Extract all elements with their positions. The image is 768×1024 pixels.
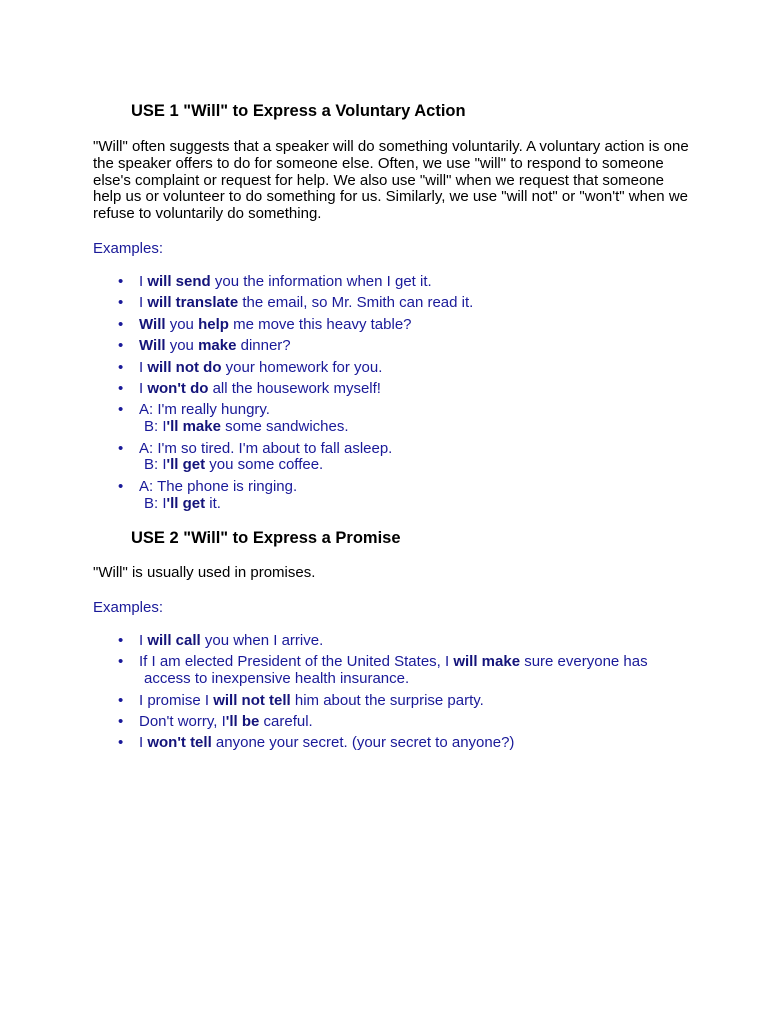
plain-text: A: I'm really hungry. xyxy=(139,401,270,419)
list-item-line xyxy=(139,693,700,710)
list-item-line xyxy=(139,402,700,419)
emphasized-text: 'll get xyxy=(166,456,206,474)
plain-text: I promise I xyxy=(139,691,214,709)
list-item xyxy=(0,693,700,710)
examples-label-use-2: Examples: xyxy=(93,599,164,616)
plain-text: you when I arrive. xyxy=(200,632,324,649)
plain-text: A: The phone is ringing. xyxy=(139,477,298,495)
emphasized-text: won't do xyxy=(147,379,209,397)
emphasized-text: Will xyxy=(139,337,166,355)
plain-text: careful. xyxy=(259,712,313,730)
plain-text: me move this heavy table? xyxy=(228,315,412,333)
examples-list-use-1 xyxy=(0,274,700,517)
bullet-icon: • xyxy=(118,401,124,419)
plain-text: I xyxy=(139,273,148,290)
section-heading-use-1: USE 1 "Will" to Express a Voluntary Action xyxy=(131,102,466,120)
list-item xyxy=(0,360,700,377)
plain-text: it. xyxy=(205,494,221,512)
plain-text: B: I xyxy=(144,418,167,436)
plain-text: B: I xyxy=(144,494,167,512)
bullet-icon: • xyxy=(118,273,124,290)
examples-label-use-1: Examples: xyxy=(93,240,164,257)
emphasized-text: 'll be xyxy=(225,712,260,730)
list-item-line xyxy=(139,338,700,355)
list-item xyxy=(0,381,700,398)
list-item-line xyxy=(139,441,700,458)
plain-text: all the housework myself! xyxy=(208,379,381,397)
bullet-icon: • xyxy=(118,379,124,397)
plain-text: Don't worry, I xyxy=(139,712,226,730)
plain-text: some sandwiches. xyxy=(220,418,349,436)
list-item xyxy=(0,274,700,291)
section-heading-use-2: USE 2 "Will" to Express a Promise xyxy=(131,529,401,547)
list-item xyxy=(0,295,700,312)
list-item xyxy=(0,714,700,731)
list-item-continuation xyxy=(139,671,700,688)
section-paragraph-use-2: "Will" is usually used in promises. xyxy=(93,564,316,581)
plain-text: B: I xyxy=(144,456,167,474)
plain-text: I xyxy=(139,294,148,312)
plain-text: you some coffee. xyxy=(205,456,324,474)
list-item-line xyxy=(139,714,700,731)
plain-text: I xyxy=(139,734,148,752)
emphasized-text: help xyxy=(198,315,229,333)
bullet-icon: • xyxy=(118,653,124,671)
bullet-icon: • xyxy=(118,632,124,649)
list-item-continuation xyxy=(139,457,700,474)
plain-text: sure everyone has xyxy=(520,653,648,671)
list-item-continuation xyxy=(139,419,700,436)
plain-text: I xyxy=(139,632,148,649)
plain-text: him about the surprise party. xyxy=(290,691,484,709)
list-item xyxy=(0,338,700,355)
list-item xyxy=(0,479,700,513)
emphasized-text: will not do xyxy=(147,358,222,376)
plain-text: I xyxy=(139,358,148,376)
plain-text: If I am elected President of the United States, I xyxy=(139,653,454,671)
emphasized-text: will not tell xyxy=(213,691,291,709)
list-item-line xyxy=(139,317,700,334)
plain-text: the email, so Mr. Smith can read it. xyxy=(238,294,474,312)
bullet-icon: • xyxy=(118,477,124,495)
emphasized-text: will translate xyxy=(147,294,239,312)
list-item xyxy=(0,633,700,650)
emphasized-text: will call xyxy=(147,632,201,649)
emphasized-text: Will xyxy=(139,315,166,333)
list-item-line xyxy=(139,295,700,312)
bullet-icon: • xyxy=(118,691,124,709)
examples-list-use-2 xyxy=(0,633,700,757)
plain-text: A: I'm so tired. I'm about to fall asleep. xyxy=(139,439,393,457)
list-item-line xyxy=(139,479,700,496)
bullet-icon: • xyxy=(118,358,124,376)
list-item xyxy=(0,654,700,688)
plain-text: your homework for you. xyxy=(221,358,383,376)
bullet-icon: • xyxy=(118,439,124,457)
list-item-line xyxy=(139,274,700,291)
list-item-line xyxy=(139,633,700,650)
list-item-line xyxy=(139,381,700,398)
plain-text: I xyxy=(139,379,148,397)
bullet-icon: • xyxy=(118,712,124,730)
plain-text: you xyxy=(165,315,199,333)
emphasized-text: 'll make xyxy=(166,418,221,436)
list-item xyxy=(0,402,700,436)
emphasized-text: will make xyxy=(453,653,521,671)
emphasized-text: make xyxy=(198,337,237,355)
bullet-icon: • xyxy=(118,294,124,312)
plain-text: you the information when I get it. xyxy=(210,273,432,290)
list-item xyxy=(0,317,700,334)
list-item-line xyxy=(139,735,700,752)
emphasized-text: won't tell xyxy=(147,734,212,752)
bullet-icon: • xyxy=(118,734,124,752)
list-item xyxy=(0,735,700,752)
list-item-line xyxy=(139,360,700,377)
list-item xyxy=(0,441,700,475)
list-item-continuation xyxy=(139,496,700,513)
bullet-icon: • xyxy=(118,315,124,333)
plain-text: anyone your secret. (your secret to anyone?) xyxy=(211,734,515,752)
list-item-line xyxy=(139,654,700,671)
emphasized-text: 'll get xyxy=(166,494,206,512)
plain-text: access to inexpensive health insurance. xyxy=(144,670,410,688)
bullet-icon: • xyxy=(118,337,124,355)
emphasized-text: will send xyxy=(147,273,211,290)
section-paragraph-use-1: "Will" often suggests that a speaker will do something voluntarily. A voluntary action is one the speaker offers to do for someone else. Often, we use "will" to respond to someone else's complaint or request for help. We also use "will" when we request that someone help us or volunteer to do something for us. Similarly, we use "will not" or "won't" when we refuse to voluntarily do something. xyxy=(93,138,689,223)
plain-text: dinner? xyxy=(236,337,291,355)
plain-text: you xyxy=(165,337,199,355)
